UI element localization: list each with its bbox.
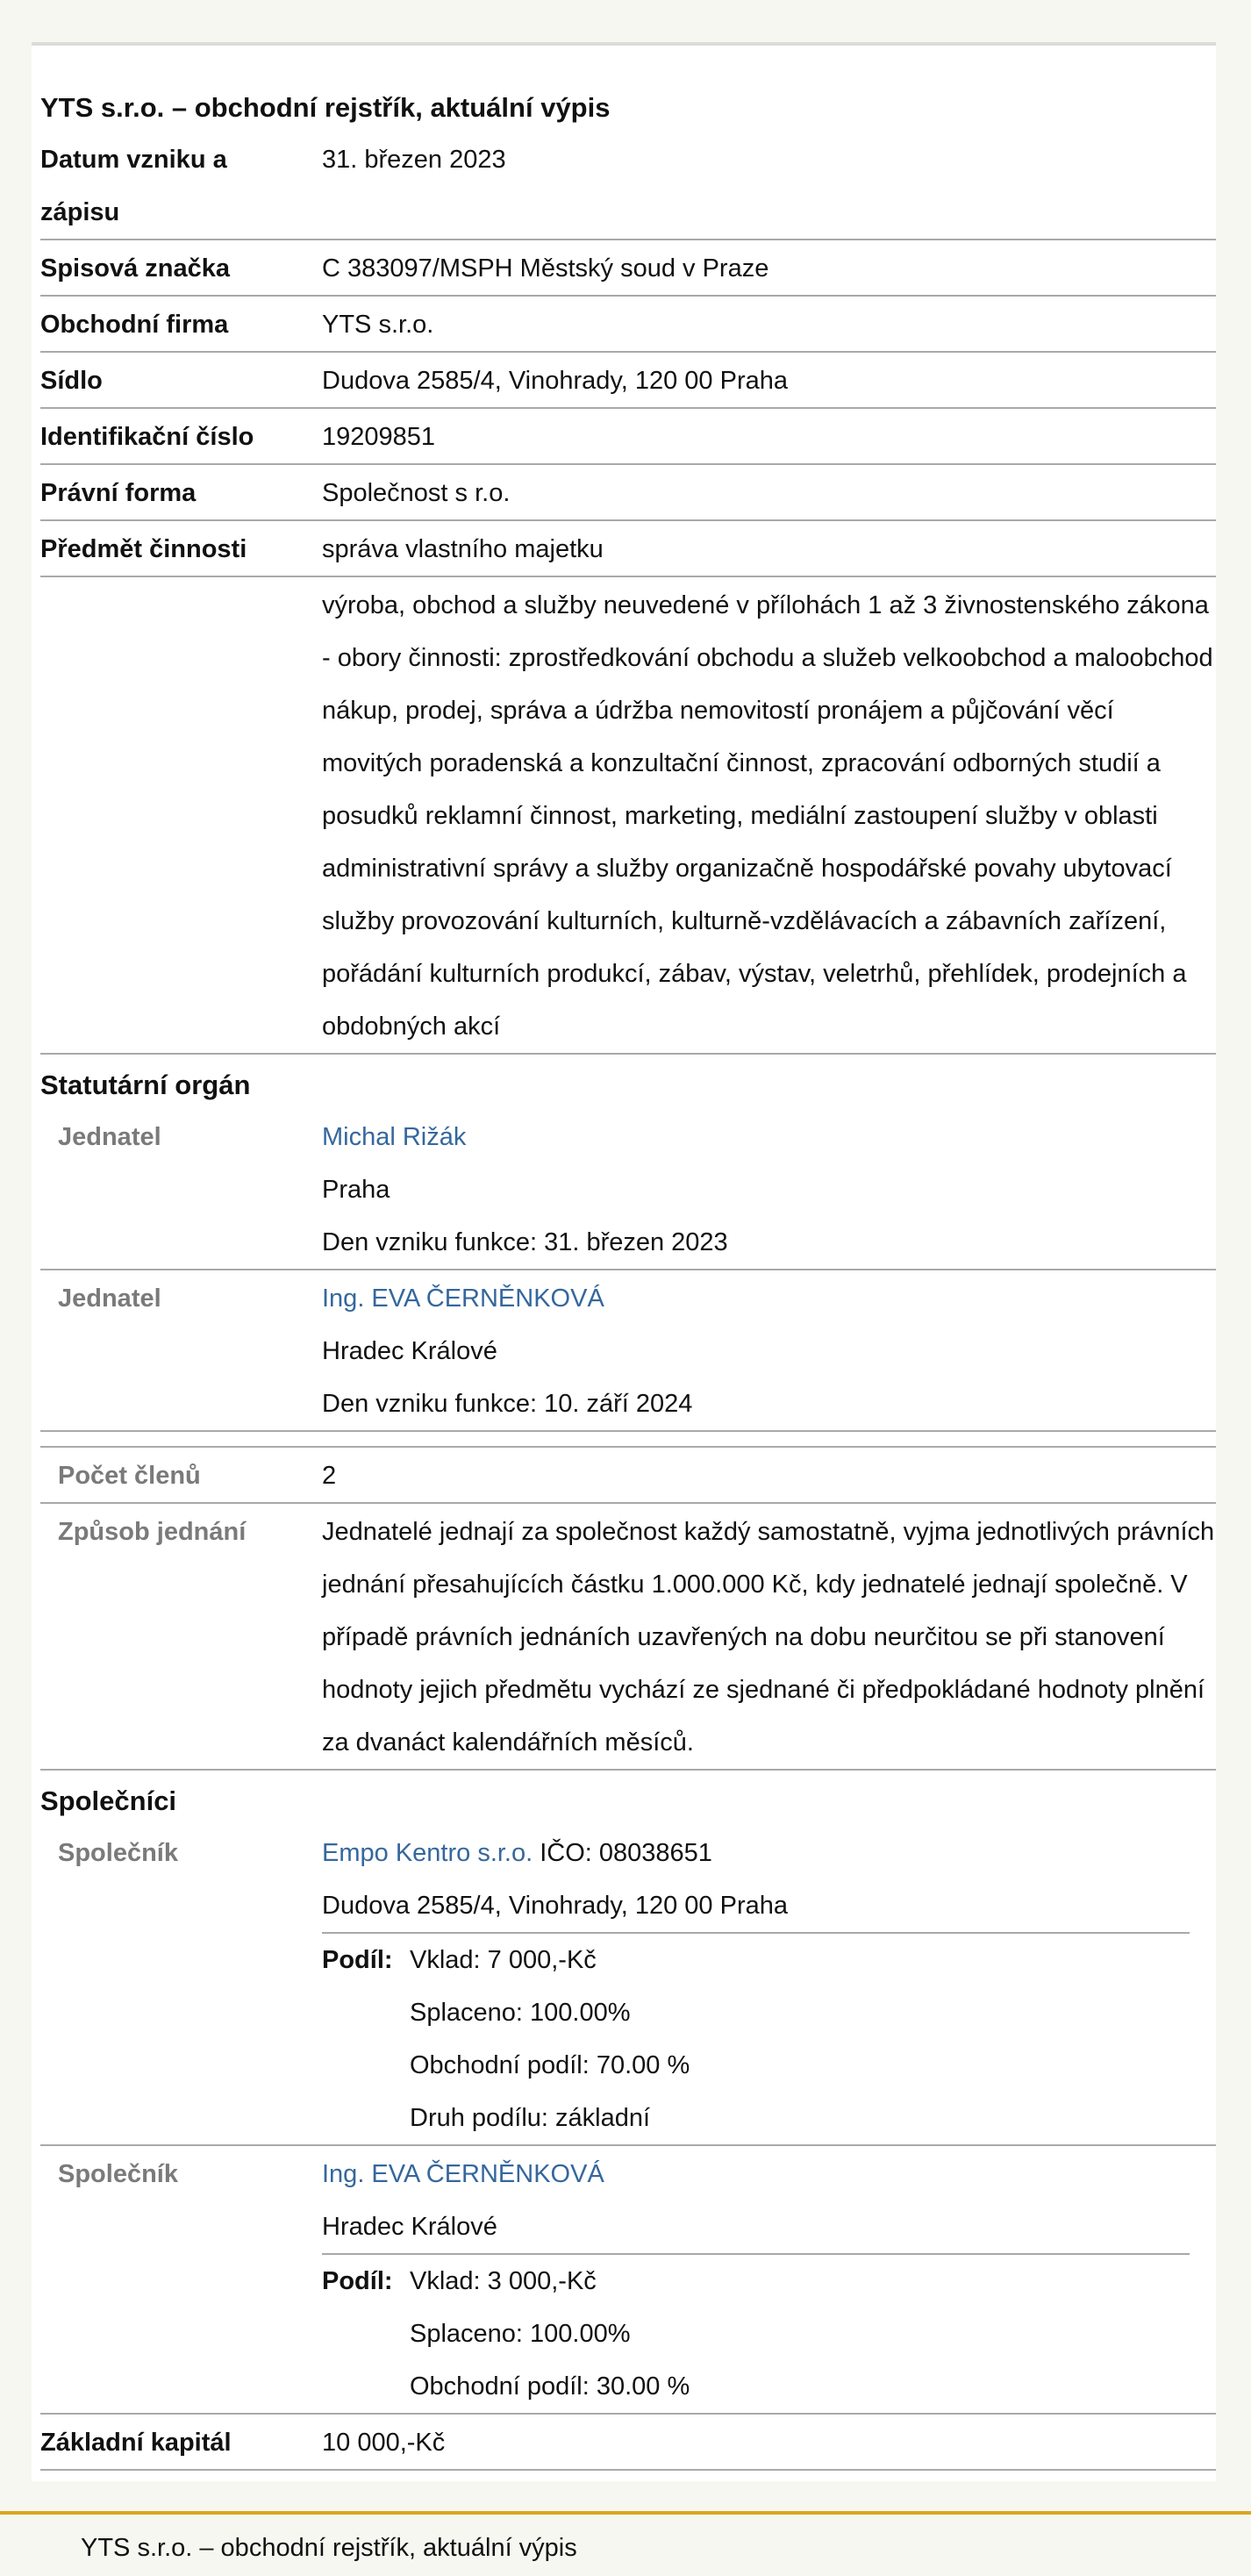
spacer	[40, 1432, 1216, 1448]
label-predmet-cinnosti: Předmět činnosti	[40, 535, 247, 563]
row-jednatel-1	[40, 1109, 1216, 1270]
spolecnik-address: Hradec Králové	[322, 2213, 497, 2241]
jednatel-city: Praha	[322, 1176, 390, 1204]
value-predmet-cinnosti: správa vlastního majetku	[322, 535, 604, 563]
value-obchodni-firma: YTS s.r.o.	[322, 311, 434, 339]
label-obchodni-firma: Obchodní firma	[40, 311, 229, 339]
value-pocet-clenu: 2	[322, 1462, 337, 1490]
podil-label: Podíl:	[322, 1946, 393, 1974]
spolecnik-ico: IČO: 08038651	[533, 1839, 712, 1867]
label-pocet-clenu: Počet členů	[58, 1462, 201, 1490]
row-predmet-cinnosti	[40, 521, 1216, 577]
podil-obchodni: Obchodní podíl: 30.00 %	[410, 2372, 690, 2401]
row-pravni-forma	[40, 465, 1216, 521]
row-spolecnik-1	[40, 1825, 1216, 2146]
label-spolecnik: Společník	[58, 1839, 178, 1867]
jednatel-name-link[interactable]: Michal Rižák	[322, 1123, 467, 1151]
spolecnik-name-link[interactable]: Ing. EVA ČERNĚNKOVÁ	[322, 2160, 604, 2188]
spolecnik-1-details	[322, 1825, 1216, 2144]
podil-vklad: Vklad: 7 000,-Kč	[410, 1946, 597, 1974]
row-jednatel-2	[40, 1270, 1216, 1432]
label-datum-vzniku: Datum vzniku a zápisu	[40, 146, 227, 226]
value-ico: 19209851	[322, 423, 436, 451]
value-pravni-forma: Společnost s r.o.	[322, 479, 511, 507]
document-sheet	[32, 42, 1216, 2481]
value-zakladni-kapital: 10 000,-Kč	[322, 2429, 446, 2457]
label-spolecnik: Společník	[58, 2160, 178, 2188]
value-datum-vzniku: 31. březen 2023	[322, 146, 506, 174]
label-jednatel: Jednatel	[58, 1284, 161, 1313]
row-spolecnik-2	[40, 2146, 1216, 2415]
page-footer	[0, 2511, 1251, 2576]
row-ico	[40, 409, 1216, 465]
jednatel-2-details	[322, 1270, 1216, 1430]
podil-vklad: Vklad: 3 000,-Kč	[410, 2267, 597, 2295]
label-sidlo: Sídlo	[40, 367, 103, 395]
value-predmet-cinnosti-extra: výroba, obchod a služby neuvedené v přílohách 1 až 3 živnostenského zákona - obory činnosti: zprostředkování obchodu a služeb velkoobchod a maloobchod nákup, prodej, správa a údržba nemovitostí pronájem a půjčování věcí movitých poradenská a konzultační činnost, zpracování odborných studií a posudků reklamní činnost, marketing, mediální zastoupení služby v oblasti administrativní správy a služby organizačně hospodářské povahy ubytovací služby provozování kulturních, kulturně-vzdělávacích a zábavních zařízení, pořádání kulturních produkcí, zábav, výstav, veletrhů, přehlídek, prodejních a obdobných akcí	[322, 591, 1213, 1041]
row-zakladni-kapital	[40, 2415, 1216, 2471]
label-spisova-znacka: Spisová značka	[40, 254, 230, 283]
podil-block	[322, 2253, 1190, 2413]
jednatel-city: Hradec Králové	[322, 1337, 497, 1365]
podil-obchodni: Obchodní podíl: 70.00 %	[410, 2051, 690, 2079]
section-statutarni-organ: Statutární orgán	[40, 1070, 251, 1100]
podil-block	[322, 1932, 1190, 2144]
value-zpusob-jednani: Jednatelé jednají za společnost každý samostatně, vyjma jednotlivých právních jednání přesahujících částku 1.000.000 Kč, kdy jednatelé jednají společně. V případě právních jednáních uzavřených na dobu neurčitou se při stanovení hodnoty jejich předmětu vychází ze sjednané či předpokládané hodnoty plnění za dvanáct kalendářních měsíců.	[322, 1518, 1215, 1757]
register-extract	[40, 84, 1216, 2471]
jednatel-since: Den vzniku funkce: 31. březen 2023	[322, 1228, 728, 1256]
value-sidlo: Dudova 2585/4, Vinohrady, 120 00 Praha	[322, 367, 788, 395]
row-predmet-cinnosti-extra	[40, 577, 1216, 1055]
podil-splaceno: Splaceno: 100.00%	[410, 1999, 631, 2027]
podil-label: Podíl:	[322, 2267, 393, 2295]
section-spolecnici: Společníci	[40, 1785, 177, 1816]
spolecnik-address: Dudova 2585/4, Vinohrady, 120 00 Praha	[322, 1892, 788, 1920]
jednatel-since: Den vzniku funkce: 10. září 2024	[322, 1390, 693, 1418]
row-pocet-clenu	[40, 1448, 1216, 1504]
label-pravni-forma: Právní forma	[40, 479, 197, 507]
row-spisova-znacka	[40, 240, 1216, 297]
label-jednatel: Jednatel	[58, 1123, 161, 1151]
row-sidlo	[40, 353, 1216, 409]
label-empty	[40, 577, 322, 1053]
row-obchodni-firma	[40, 297, 1216, 353]
jednatel-name-link[interactable]: Ing. EVA ČERNĚNKOVÁ	[322, 1284, 604, 1313]
label-zakladni-kapital: Základní kapitál	[40, 2429, 232, 2457]
row-datum-vzniku	[40, 132, 1216, 240]
podil-splaceno: Splaceno: 100.00%	[410, 2320, 631, 2348]
podil-values	[410, 2255, 1190, 2413]
value-spisova-znacka: C 383097/MSPH Městský soud v Praze	[322, 254, 769, 283]
label-zpusob-jednani: Způsob jednání	[58, 1518, 247, 1546]
spolecnik-2-details	[322, 2146, 1216, 2413]
spolecnik-name-link[interactable]: Empo Kentro s.r.o.	[322, 1839, 533, 1867]
jednatel-1-details	[322, 1109, 1216, 1269]
podil-values	[410, 1934, 1190, 2144]
page-title: YTS s.r.o. – obchodní rejstřík, aktuální výpis	[40, 92, 611, 123]
row-zpusob-jednani	[40, 1504, 1216, 1771]
podil-druh: Druh podílu: základní	[410, 2104, 651, 2132]
footer-title: YTS s.r.o. – obchodní rejstřík, aktuální výpis	[81, 2534, 577, 2562]
label-ico: Identifikační číslo	[40, 423, 254, 451]
